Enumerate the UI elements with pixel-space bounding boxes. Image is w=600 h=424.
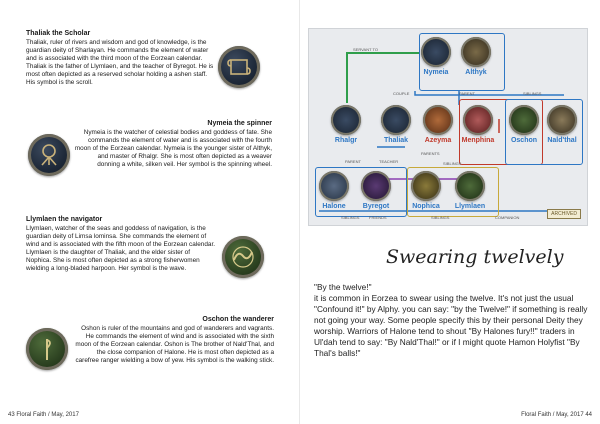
quote-line: "By the twelve!" — [314, 282, 372, 292]
node-label: Oschon — [510, 137, 538, 144]
entry-title: Llymlaen the navigator — [26, 216, 103, 223]
node-label: Nymeia — [423, 69, 449, 76]
body-paragraph: it is common in Eorzea to swear using the twelve. It's not just the usual "Confound it!" by Alphy. you can say: "by the Twelve!" if something is really not going your way. Some people specify this by their personal Deity they worship. Warriors of Halone tend to shout "By Halones fury!!" traders in Ul'dah tend to say: "By Nald'Thal!" or if I might quote Hamon Holyfist "By Thal's balls!" — [314, 293, 588, 358]
relation-siblings: SIBLINGS — [523, 91, 542, 96]
node-althyk-icon — [461, 37, 491, 67]
section-heading: Swearing twelvely — [386, 246, 564, 268]
page-footer: Floral Faith / May, 2017 44 — [521, 412, 592, 418]
node-halone-icon — [319, 171, 349, 201]
node-menphina-icon — [463, 105, 493, 135]
spinning-wheel-icon — [28, 134, 70, 176]
relation-parent: PARENT — [345, 159, 361, 164]
node-byregot-icon — [361, 171, 391, 201]
node-label: Nophica — [412, 203, 440, 210]
entry-body: Llymlaen, watcher of the seas and goddess of navigation, is the guardian deity of Limsa lominsa. She commands the element of wind and is associated with the fifth moon of the Eorzean calendar. Llymlaen is the daughter of Thaliak, and the elder sister of Nophica. She is most often depicted as a strong fisherwomen wielding a long-bladed harpoon. Her symbol is the wave. — [26, 225, 215, 272]
node-thaliak-icon — [381, 105, 411, 135]
relation-friends: FRIENDS — [369, 215, 387, 220]
entry-title: Oschon the wanderer — [202, 316, 274, 323]
node-naldthal-icon — [547, 105, 577, 135]
node-label: Rhalgr — [334, 137, 358, 144]
node-label: Azeyma — [424, 137, 452, 144]
node-nymeia-icon — [421, 37, 451, 67]
entry-thaliak — [26, 30, 214, 87]
node-azeyma-icon — [423, 105, 453, 135]
node-nophica-icon — [411, 171, 441, 201]
relation-couple: COUPLE — [393, 91, 410, 96]
node-label: Thaliak — [383, 137, 409, 144]
node-label: Halone — [322, 203, 346, 210]
node-label: Llymlaen — [454, 203, 486, 210]
deity-relationship-diagram — [308, 28, 588, 226]
entry-title: Thaliak the Scholar — [26, 30, 91, 37]
entry-llymlaen — [26, 216, 216, 273]
walking-stick-icon — [26, 328, 68, 370]
entry-body: Thaliak, ruler of rivers and wisdom and god of knowledge, is the guardian deity of Sharlayan. He commands the element of water and is associated with the third moon of the Eorzean calendar. Thaliak is the father of Llymlaen, and the teacher of Byregot. He is most often depicted as a reserved scholar holding a ashen staff. His symbol is the scroll. — [26, 39, 214, 86]
node-label: Nald'thal — [547, 137, 577, 144]
relation-siblings: SIBLINGS — [341, 215, 360, 220]
relation-siblings: SIBLINGS — [443, 161, 462, 166]
relation-teacher: TEACHER — [379, 159, 399, 164]
node-label: Althyk — [465, 69, 487, 76]
entry-nymeia — [74, 120, 272, 169]
wave-icon — [222, 236, 264, 278]
node-rhalgr-icon — [331, 105, 361, 135]
entry-body: Oshon is ruler of the mountains and god of wanderers and vagrants. He commands the element of wind and is associated with the sixth moon of the Eorzean calendar. Oshon is The brother of Nald'Thal, and the close companion of Halone. He is most often depicted as a carefree ranger wielding a bow of yew. His symbol is the walking stick. — [75, 325, 274, 364]
relation-companion: COMPANION — [495, 215, 520, 220]
page-footer: 43 Floral Faith / May, 2017 — [8, 412, 79, 418]
archived-badge: ARCHIVED — [547, 209, 581, 219]
node-llymlaen-icon — [455, 171, 485, 201]
node-label: Menphina — [461, 137, 495, 144]
entry-title: Nymeia the spinner — [207, 120, 272, 127]
node-label: Byregot — [362, 203, 390, 210]
section-body — [314, 282, 590, 359]
node-oschon-icon — [509, 105, 539, 135]
relation-parents: PARENTS — [421, 151, 440, 156]
scroll-icon — [218, 46, 260, 88]
relation-siblings: SIBLINGS — [431, 215, 450, 220]
relation-servant: SERVANT TO — [353, 47, 378, 52]
entry-body: Nymeia is the watcher of celestial bodies and goddess of fate. She commands the element of water and is associated with the fourth moon of the Eorzean calendar. Nymeia is the younger sister of Althyk, and master of Rhalgr. She is most often depicted as a weaver donning a white, silken veil. Her symbol is the spinning wheel. — [74, 129, 272, 168]
entry-oschon — [74, 316, 274, 365]
relation-parent: PARENT — [459, 91, 475, 96]
